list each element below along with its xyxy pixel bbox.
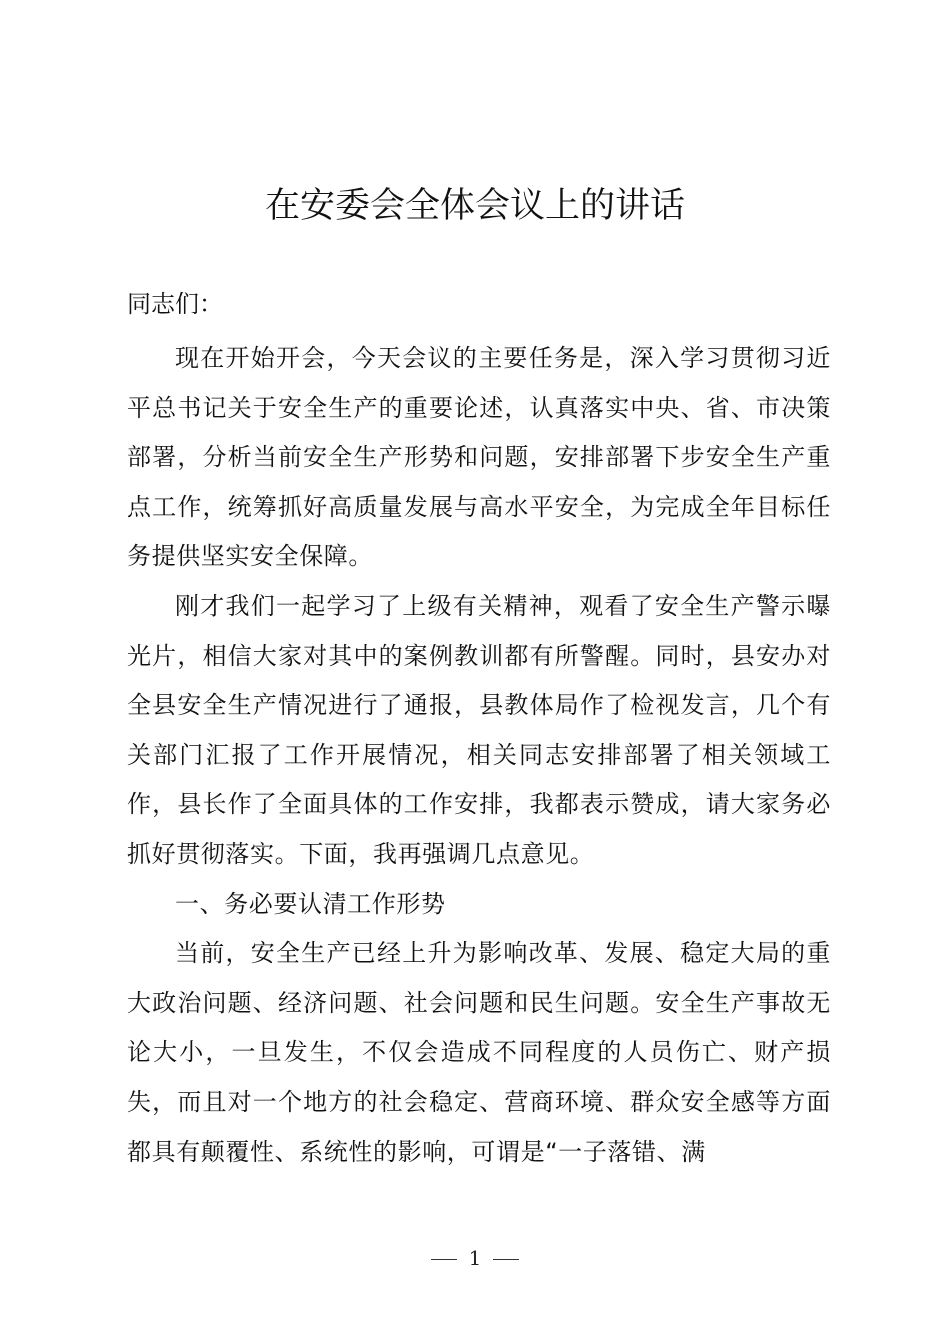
page-footer bbox=[0, 1243, 950, 1273]
section-heading: 一、务必要认清工作形势 bbox=[175, 889, 446, 918]
document-body bbox=[127, 334, 831, 1177]
footer-dash-left bbox=[431, 1259, 457, 1260]
paragraph-review: 刚才我们一起学习了上级有关精神，观看了安全生产警示曝光片，相信大家对其中的案例教训都有所警醒。同时，县安办对全县安全生产情况进行了通报，县教体局作了检视发言，几个有关部门汇报了工作开展情况，相关同志安排部署了相关领域工作，县长作了全面具体的工作安排，我都表示赞成，请大家务必抓好贯彻落实。下面，我再强调几点意见。 bbox=[127, 591, 831, 868]
page-number: 1 bbox=[468, 1246, 482, 1270]
paragraph-opening: 现在开始开会，今天会议的主要任务是，深入学习贯彻习近平总书记关于安全生产的重要论述，认真落实中央、省、市决策部署，分析当前安全生产形势和问题，安排部署下步安全生产重点工作，统筹抓好高质量发展与高水平安全，为完成全年目标任务提供坚实安全保障。 bbox=[127, 344, 831, 571]
paragraph-situation: 当前，安全生产已经上升为影响改革、发展、稳定大局的重大政治问题、经济问题、社会问题和民生问题。安全生产事故无论大小，一旦发生，不仅会造成不同程度的人员伤亡、财产损失，而且对一个地方的社会稳定、营商环境、群众安全感等方面都具有颠覆性、系统性的影响，可谓是“一子落错、满 bbox=[127, 939, 831, 1166]
document-title: 在安委会全体会议上的讲话 bbox=[264, 186, 685, 226]
footer-dash-right bbox=[493, 1259, 519, 1260]
salutation: 同志们： bbox=[127, 290, 223, 318]
